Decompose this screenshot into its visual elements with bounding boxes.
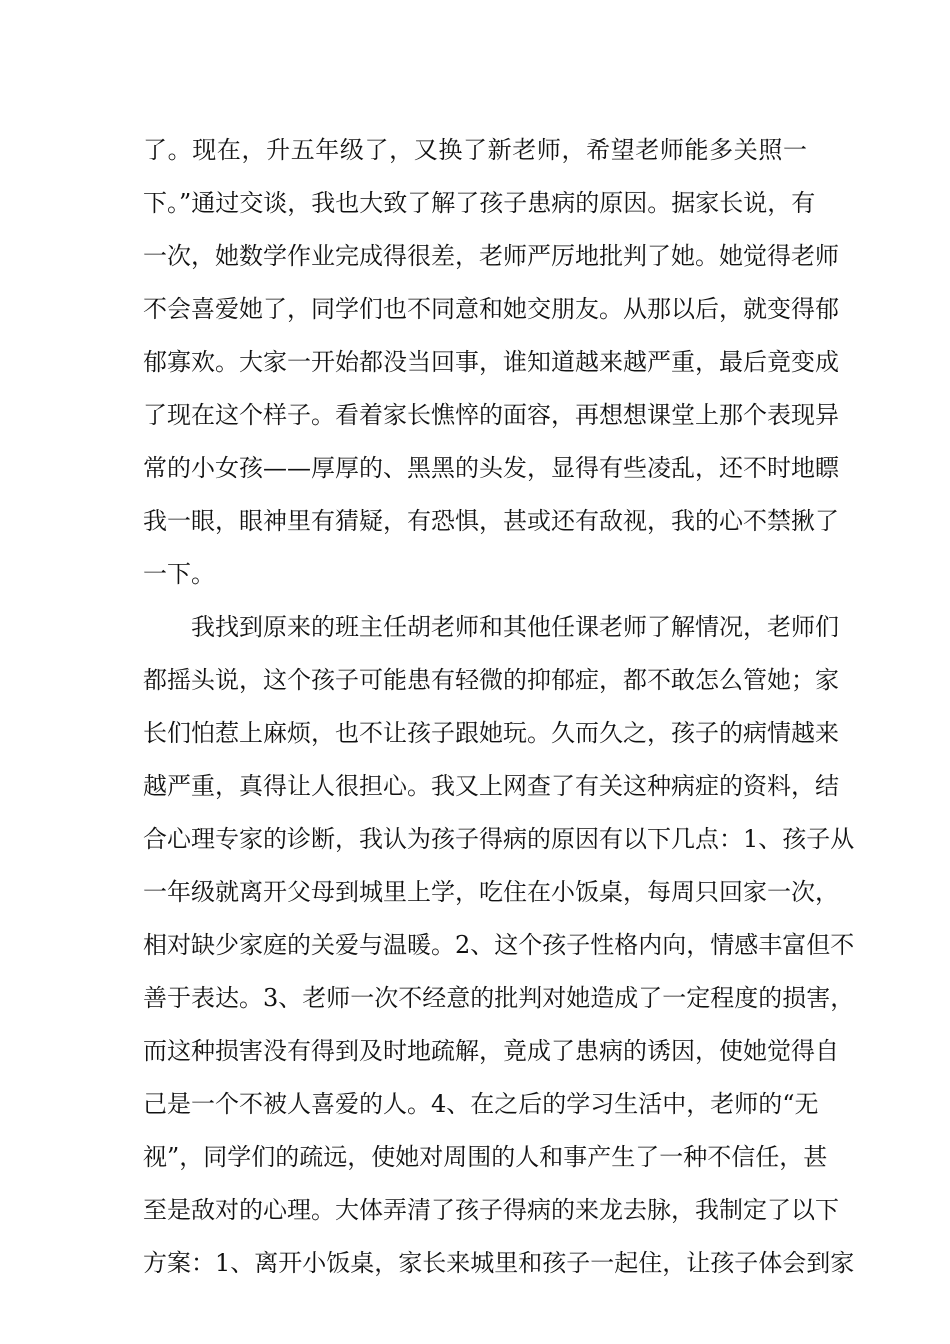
text-line: 至是敌对的心理。大体弄清了孩子得病的来龙去脉，我制定了以下 <box>143 1196 839 1224</box>
text-line: 合心理专家的诊断，我认为孩子得病的原因有以下几点：1、孩子从 <box>143 825 855 853</box>
text-line: 而这种损害没有得到及时地疏解，竟成了患病的诱因，使她觉得自 <box>143 1037 839 1065</box>
text-line: 郁寡欢。大家一开始都没当回事，谁知道越来越严重，最后竟变成 <box>143 348 839 376</box>
paragraph-first-line: 我找到原来的班主任胡老师和其他任课老师了解情况，老师们 <box>191 613 839 641</box>
text-line: 了。现在，升五年级了，又换了新老师，希望老师能多关照一 <box>143 136 807 164</box>
text-line: 不会喜爱她了，同学们也不同意和她交朋友。从那以后，就变得郁 <box>143 295 839 323</box>
text-line: 己是一个不被人喜爱的人。4、在之后的学习生活中，老师的“无 <box>143 1090 819 1118</box>
text-line: 常的小女孩——厚厚的、黑黑的头发，显得有些凌乱，还不时地瞟 <box>143 454 839 482</box>
text-line: 方案：1、离开小饭桌，家长来城里和孩子一起住，让孩子体会到家 <box>143 1249 855 1277</box>
text-line: 一年级就离开父母到城里上学，吃住在小饭桌，每周只回家一次， <box>143 878 839 906</box>
text-line: 善于表达。3、老师一次不经意的批判对她造成了一定程度的损害， <box>143 984 855 1012</box>
text-line: 越严重，真得让人很担心。我又上网查了有关这种病症的资料，结 <box>143 772 839 800</box>
text-line: 一次，她数学作业完成得很差，老师严厉地批判了她。她觉得老师 <box>143 242 839 270</box>
paragraph-end-line: 一下。 <box>143 560 215 588</box>
text-line: 相对缺少家庭的关爱与温暖。2、这个孩子性格内向，情感丰富但不 <box>143 931 855 959</box>
text-line: 长们怕惹上麻烦，也不让孩子跟她玩。久而久之，孩子的病情越来 <box>143 719 839 747</box>
text-line: 视”，同学们的疏远，使她对周围的人和事产生了一种不信任，甚 <box>143 1143 828 1171</box>
text-line: 都摇头说，这个孩子可能患有轻微的抑郁症，都不敢怎么管她；家 <box>143 666 839 694</box>
text-line: 我一眼，眼神里有猜疑，有恐惧，甚或还有敌视，我的心不禁揪了 <box>143 507 839 535</box>
text-line: 下。”通过交谈，我也大致了解了孩子患病的原因。据家长说，有 <box>143 189 816 217</box>
text-line: 了现在这个样子。看着家长憔悴的面容，再想想课堂上那个表现异 <box>143 401 839 429</box>
